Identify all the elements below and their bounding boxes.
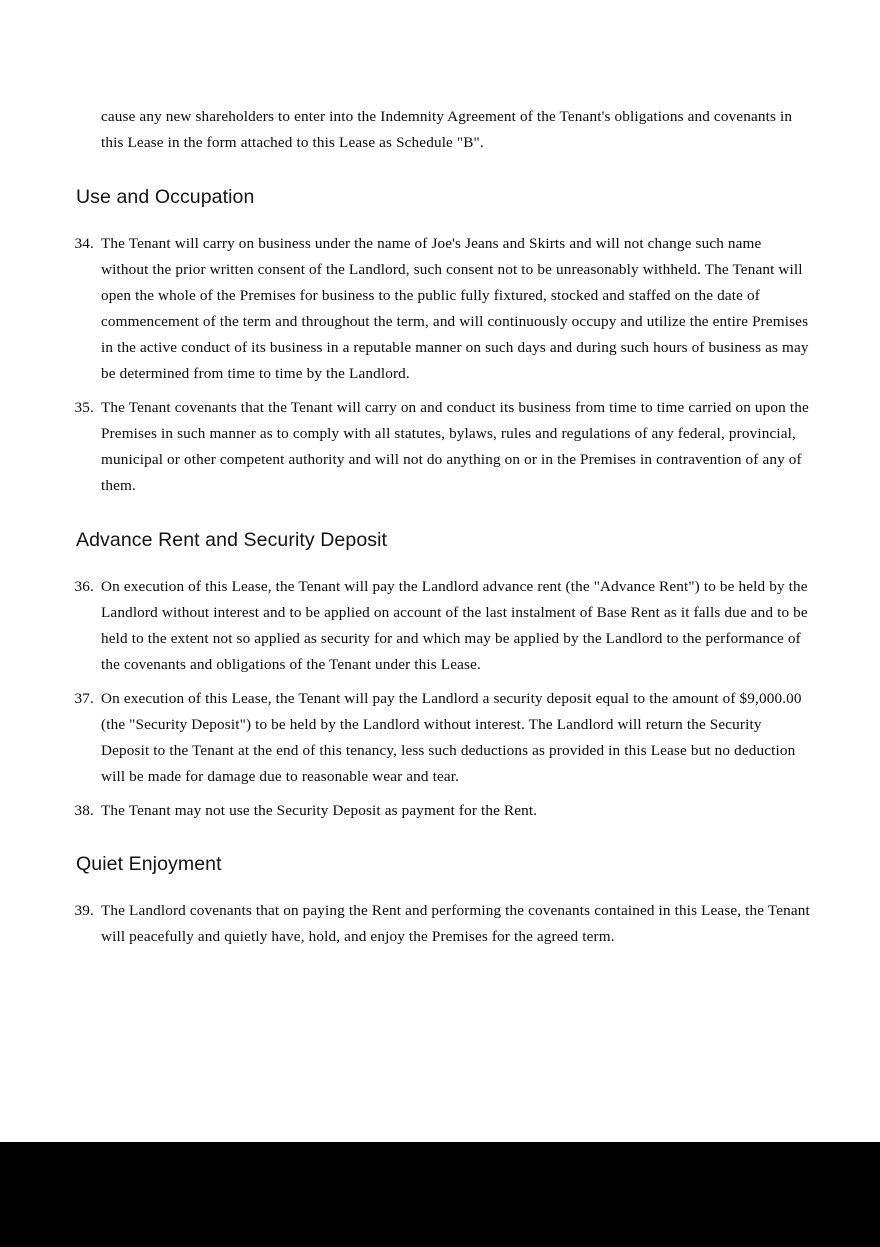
clause-text: The Tenant covenants that the Tenant will carry on and conduct its business from time to time carried on upon the Premises in such manner as to comply with all statutes, bylaws, rules and regulations of any federal, provincial, municipal or other competent authority and will not do anything on or in the Premises in contravention of any of them. <box>101 399 809 494</box>
clause-text: On execution of this Lease, the Tenant will pay the Landlord advance rent (the "Advance Rent") to be held by the Landlord without interest and to be applied on account of the last instalment of Base Rent as it falls due and to be held to the extent not so applied as security for and which may be applied by the Landlord to the performance of the covenants and obligations of the Tenant under this Lease. <box>101 578 808 673</box>
page-bottom-black-band <box>0 1142 880 1247</box>
clause-item <box>0 574 880 678</box>
clause-number: 38. <box>74 802 94 819</box>
section-heading-quiet-enjoyment: Quiet Enjoyment <box>76 853 222 875</box>
clause-number: 39. <box>74 902 94 919</box>
clause-text: On execution of this Lease, the Tenant will pay the Landlord a security deposit equal to the amount of $9,000.00 (the "Security Deposit") to be held by the Landlord without interest. The Landlord will return the Security Deposit to the Tenant at the end of this tenancy, less such deductions as provided in this Lease but no deduction will be made for damage due to reasonable wear and tear. <box>101 690 802 785</box>
clause-list-quiet-enjoyment <box>0 898 880 950</box>
clause-item <box>0 395 880 499</box>
clause-list-advance-rent-and-security-deposit <box>0 574 880 824</box>
clause-number: 35. <box>74 399 94 416</box>
clause-text: The Landlord covenants that on paying the Rent and performing the covenants contained in this Lease, the Tenant will peacefully and quietly have, hold, and enjoy the Premises for the agreed term. <box>101 902 810 945</box>
clause-item <box>0 898 880 950</box>
clause-number: 36. <box>74 578 94 595</box>
clause-list-use-and-occupation <box>0 231 880 499</box>
clause-item <box>0 686 880 790</box>
clause-text: The Tenant may not use the Security Deposit as payment for the Rent. <box>101 802 538 819</box>
clause-number: 37. <box>74 690 94 707</box>
clause-number: 34. <box>74 235 94 252</box>
section-heading-use-and-occupation: Use and Occupation <box>76 186 255 208</box>
continuation-paragraph: cause any new shareholders to enter into the Indemnity Agreement of the Tenant's obligations and covenants in this Lease in the form attached to this Lease as Schedule "B". <box>101 108 793 151</box>
clause-item <box>0 231 880 387</box>
clause-text: The Tenant will carry on business under the name of Joe's Jeans and Skirts and will not change such name without the prior written consent of the Landlord, such consent not to be unreasonably withheld. The Tenant will open the whole of the Premises for business to the public fully fixtured, stocked and staffed on the date of commencement of the term and throughout the term, and will continuously occupy and utilize the entire Premises in the active conduct of its business in a reputable manner on such days and during such hours of business as may be determined from time to time by the Landlord. <box>101 235 809 382</box>
clause-item <box>0 798 880 824</box>
section-heading-advance-rent-and-security-deposit: Advance Rent and Security Deposit <box>76 529 388 551</box>
